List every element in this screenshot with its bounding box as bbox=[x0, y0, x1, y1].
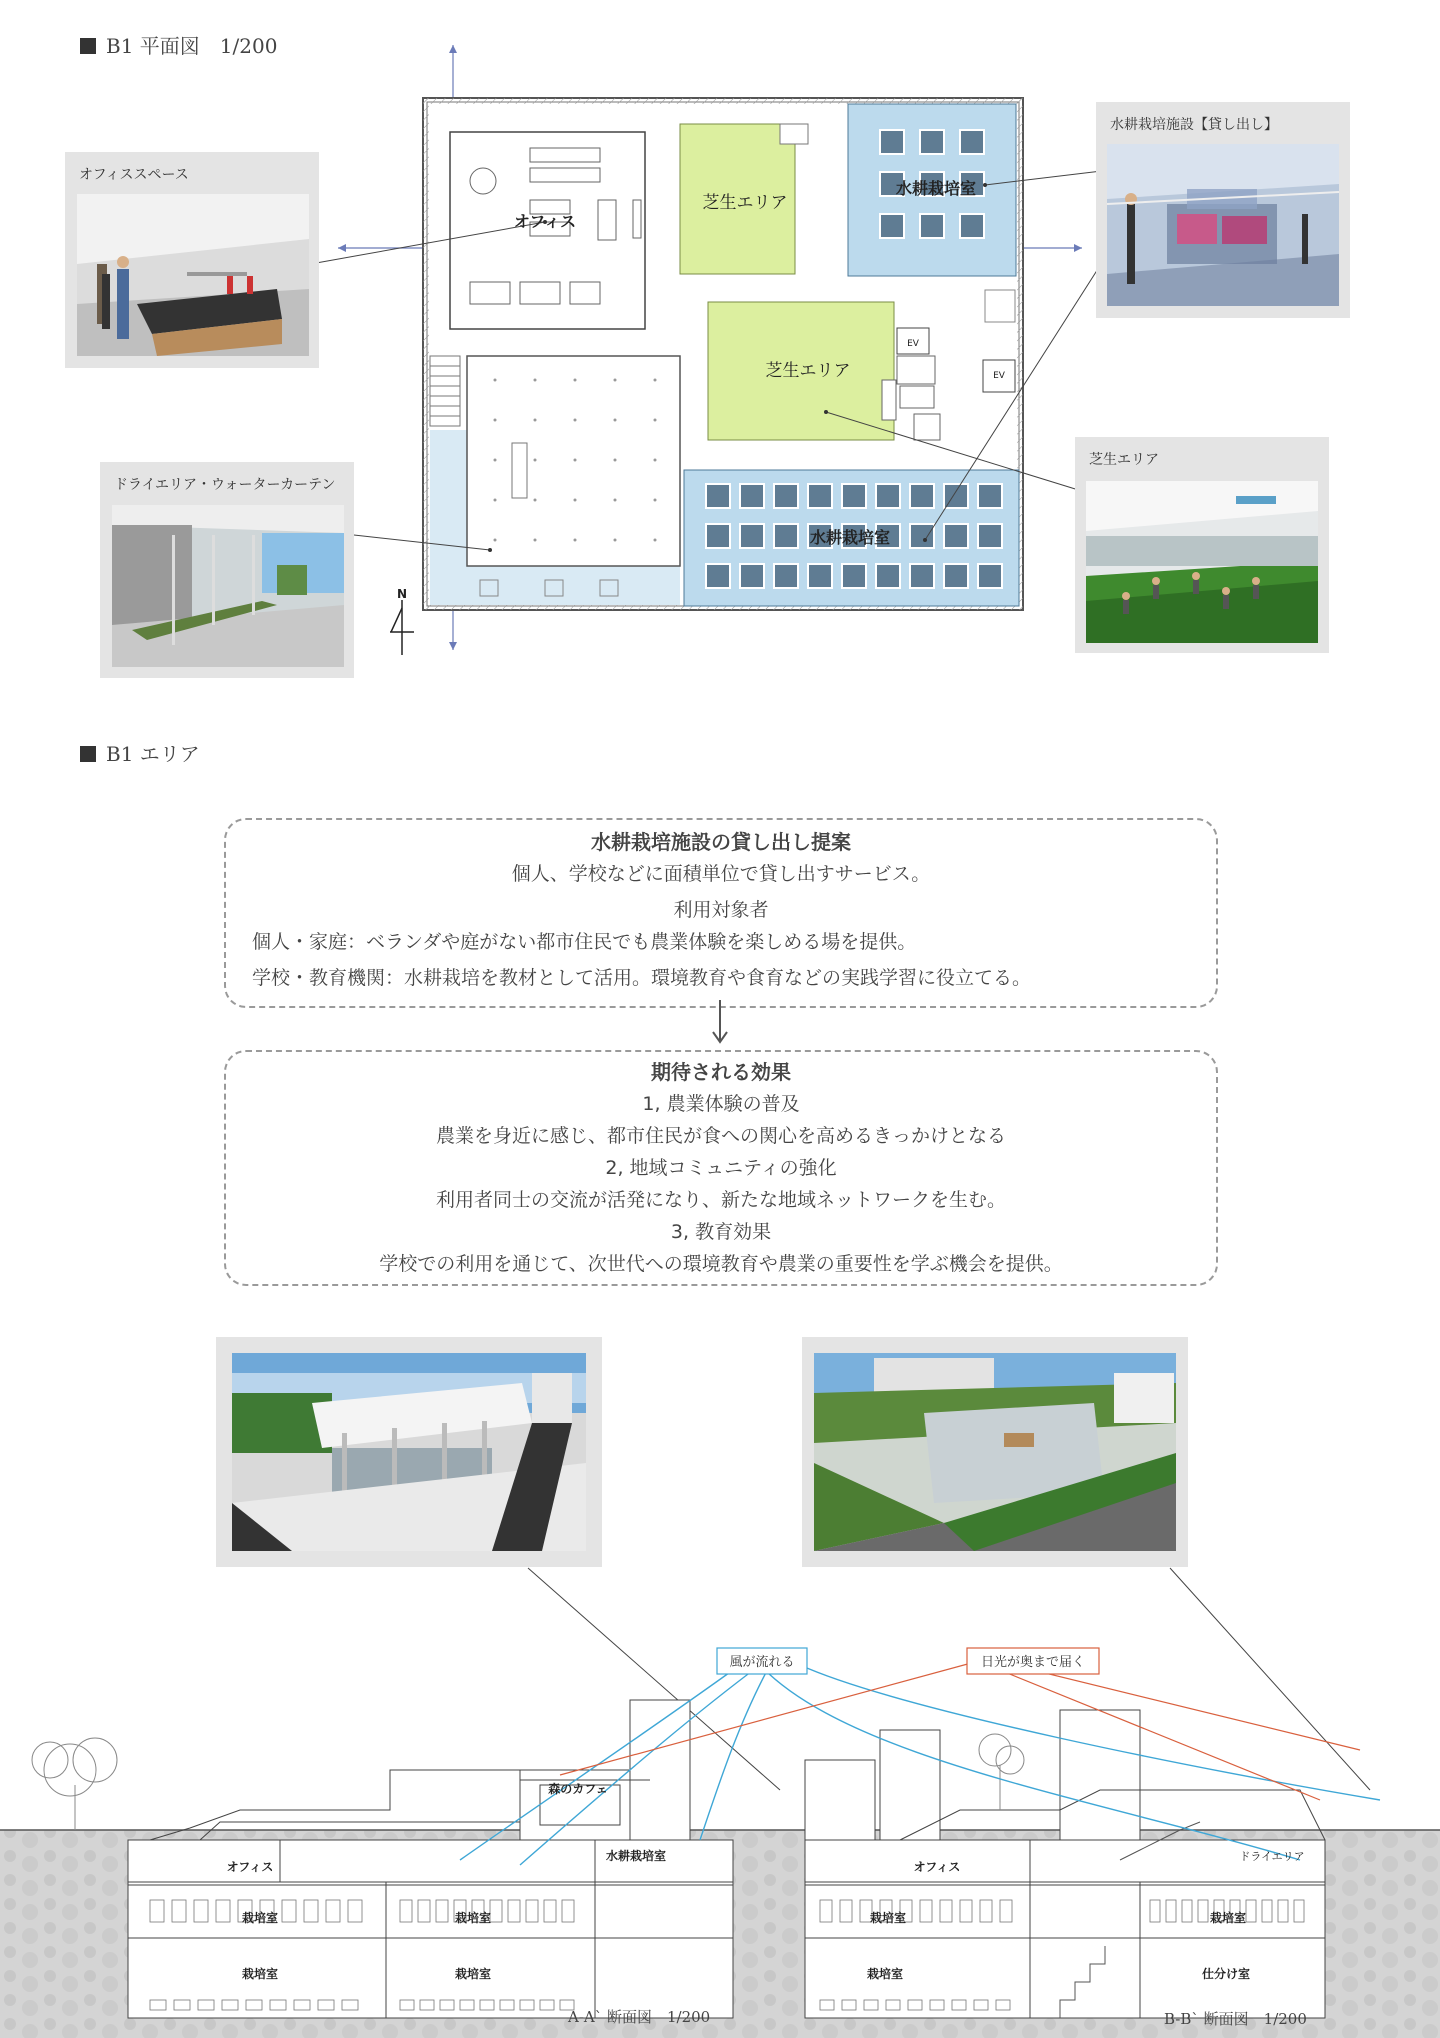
hydro-tank bbox=[944, 524, 968, 548]
hydro-tank bbox=[876, 484, 900, 508]
ev2-label: EV bbox=[993, 371, 1005, 381]
hydro-tank bbox=[910, 484, 934, 508]
open-hall bbox=[467, 356, 680, 566]
hydro-bottom-label: 水耕栽培室 bbox=[809, 528, 891, 547]
area-heading-text: B1 エリア bbox=[106, 742, 200, 766]
bb-sort-label: 仕分け室 bbox=[1201, 1967, 1251, 1981]
target-heading: 利用対象者 bbox=[673, 899, 769, 921]
down-arrow-icon bbox=[710, 1000, 730, 1046]
hydro-tank bbox=[842, 564, 866, 588]
aa-grow2-label: 栽培室 bbox=[454, 1911, 492, 1925]
ev1-label: EV bbox=[907, 339, 919, 349]
bb-dry-label: ドライエリア bbox=[1239, 1850, 1305, 1863]
sun-label: 日光が奥まで届く bbox=[980, 1655, 1086, 1670]
section-drawing bbox=[0, 1560, 1440, 2038]
stair-left bbox=[430, 356, 460, 426]
hydro-tank bbox=[944, 564, 968, 588]
bb-grow3-label: 栽培室 bbox=[866, 1967, 904, 1981]
lawn-center-label: 芝生エリア bbox=[765, 361, 851, 381]
wind-label: 風が流れる bbox=[729, 1655, 795, 1670]
hydro-tank bbox=[910, 564, 934, 588]
hydro-tank bbox=[960, 130, 984, 154]
lawn-top-label: 芝生エリア bbox=[702, 193, 788, 213]
aa-grow1-label: 栽培室 bbox=[241, 1911, 279, 1925]
hydro-tank bbox=[808, 484, 832, 508]
north-label: N bbox=[396, 587, 408, 601]
hydro-tank bbox=[774, 484, 798, 508]
aa-grow3-label: 栽培室 bbox=[241, 1967, 279, 1981]
office-photo-caption: オフィススペース bbox=[79, 167, 189, 183]
hydro-tank bbox=[960, 214, 984, 238]
hydro-tank bbox=[774, 524, 798, 548]
exterior-render-card-b bbox=[802, 1337, 1188, 1567]
target-school: 学校・教育機関：水耕栽培を教材として活用。環境教育や食育などの実践学習に役立てる。 bbox=[252, 967, 1032, 989]
aa-grow4-label: 栽培室 bbox=[454, 1967, 492, 1981]
square-bullet-icon bbox=[80, 746, 96, 762]
lawn-photo-card bbox=[1075, 437, 1329, 653]
bb-office-label: オフィス bbox=[913, 1860, 961, 1874]
effect2-title: 2, 地域コミュニティの強化 bbox=[605, 1157, 837, 1179]
bb-grow2-label: 栽培室 bbox=[1209, 1911, 1247, 1925]
hydro-tank bbox=[706, 524, 730, 548]
proposal-title: 水耕栽培施設の貸し出し提案 bbox=[591, 830, 851, 854]
office-render-image bbox=[77, 194, 309, 356]
hydro-tank bbox=[880, 214, 904, 238]
aa-cafe-label: 森のカフェ bbox=[548, 1782, 608, 1796]
hydro-photo-card bbox=[1096, 102, 1350, 318]
hydro-photo-caption: 水耕栽培施設【貸し出し】 bbox=[1110, 117, 1278, 133]
hydro-tank bbox=[842, 484, 866, 508]
aa-section-caption: A-A` 断面図 1/200 bbox=[568, 2008, 711, 2026]
aa-office-label: オフィス bbox=[226, 1860, 274, 1874]
hydro-tank bbox=[706, 564, 730, 588]
hydro-render-image bbox=[1107, 144, 1339, 306]
effect1-title: 1, 農業体験の普及 bbox=[642, 1093, 800, 1115]
dry-area-photo-card bbox=[100, 462, 354, 678]
exterior-render-b-image bbox=[814, 1353, 1176, 1551]
lawn-photo-caption: 芝生エリア bbox=[1089, 452, 1159, 468]
tree-icon bbox=[979, 1734, 1024, 1810]
exterior-render-card-a bbox=[216, 1337, 602, 1567]
hydro-tank bbox=[920, 214, 944, 238]
plan-heading-text: B1 平面図 1/200 bbox=[106, 34, 278, 58]
hydro-tank bbox=[910, 524, 934, 548]
effect2-text: 利用者同士の交流が活発になり、新たな地域ネットワークを生む。 bbox=[435, 1189, 1006, 1211]
office-label: オフィス bbox=[513, 212, 577, 231]
effects-title: 期待される効果 bbox=[651, 1060, 791, 1084]
hydro-tank bbox=[978, 564, 1002, 588]
hydro-tank bbox=[808, 564, 832, 588]
office-photo-card bbox=[65, 152, 319, 368]
hydro-tank bbox=[740, 524, 764, 548]
lawn-render-image bbox=[1086, 481, 1318, 643]
bb-section-caption: B-B` 断面図 1/200 bbox=[1164, 2010, 1307, 2028]
hydro-tank bbox=[978, 484, 1002, 508]
hydro-tank bbox=[774, 564, 798, 588]
bb-grow1-label: 栽培室 bbox=[869, 1911, 907, 1925]
effect3-text: 学校での利用を通じて、次世代への環境教育や農業の重要性を学ぶ機会を提供。 bbox=[379, 1253, 1063, 1275]
proposal-line1: 個人、学校などに面積単位で貸し出すサービス。 bbox=[511, 863, 931, 885]
effect3-title: 3, 教育効果 bbox=[670, 1221, 772, 1243]
aa-hydro-label: 水耕栽培室 bbox=[605, 1849, 667, 1863]
proposal-box bbox=[224, 818, 1218, 1008]
dry-area-photo-caption: ドライエリア・ウォーターカーテン bbox=[114, 477, 336, 493]
effects-box bbox=[224, 1050, 1218, 1286]
target-personal: 個人・家庭：ベランダや庭がない都市住民でも農業体験を楽しめる場を提供。 bbox=[252, 931, 917, 953]
hydro-tank bbox=[706, 484, 730, 508]
tree-icon bbox=[32, 1738, 117, 1830]
area-heading bbox=[80, 738, 200, 767]
hydro-tank bbox=[876, 564, 900, 588]
north-arrow-icon bbox=[390, 600, 414, 655]
dry-area-render-image bbox=[112, 505, 344, 667]
hydro-tank bbox=[740, 484, 764, 508]
exterior-render-a-image bbox=[232, 1353, 586, 1551]
hydro-tank bbox=[740, 564, 764, 588]
hydro-tank bbox=[920, 130, 944, 154]
stair-top bbox=[780, 124, 808, 144]
hydro-tank bbox=[880, 130, 904, 154]
hydro-top-label: 水耕栽培室 bbox=[895, 179, 977, 198]
effect1-text: 農業を身近に感じ、都市住民が食への関心を高めるきっかけとなる bbox=[435, 1125, 1006, 1147]
hydro-tank bbox=[978, 524, 1002, 548]
